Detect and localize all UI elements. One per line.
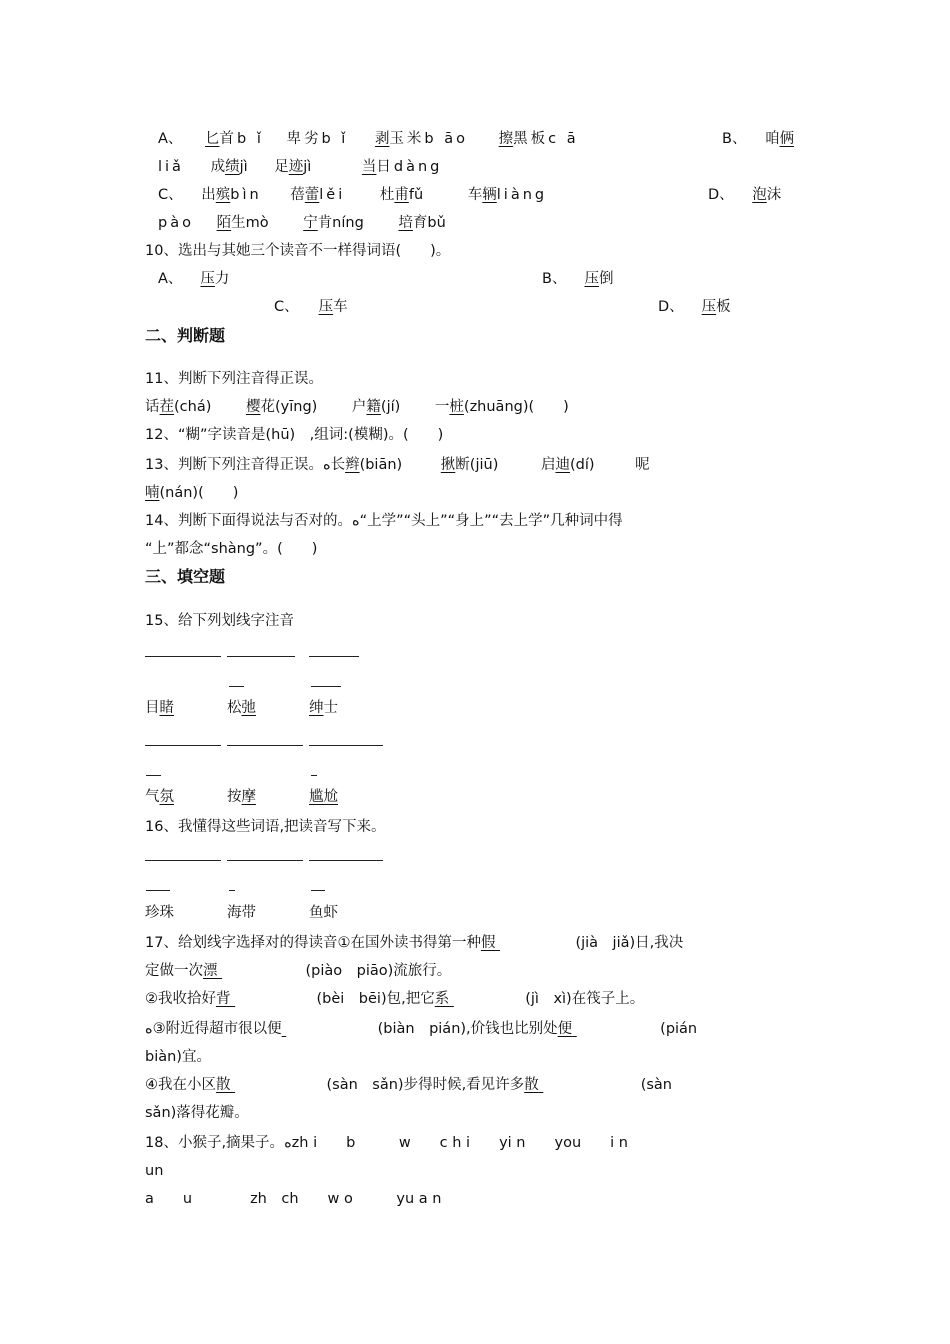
q18-line1: 18、小猴子,摘果子。ﻩzh i b w c h i yi n you i n [145, 1135, 628, 1151]
option-a-item3: 玉米b āo [389, 131, 469, 147]
option-d-item2: 生mò [231, 215, 269, 231]
q10-stem: 10、选出与其她三个读音不一样得词语( )。 [145, 243, 451, 259]
q10-option-c [274, 298, 348, 316]
q16-word3: 鱼虾 [309, 905, 338, 921]
option-a-underlined-char: 匕 [205, 131, 220, 147]
q15-stem: 15、给下列划线字注音 [145, 613, 294, 629]
q15-word6 [309, 788, 338, 806]
option-c-underlined-char: 辆 [482, 187, 497, 203]
q15-word3-post: 士 [323, 700, 338, 716]
option-c-item2: 蓓 [290, 187, 305, 203]
answer-blank[interactable] [539, 1076, 633, 1094]
q13-item1-underlined: 辫 [345, 457, 360, 473]
q14-line1: 14、判断下面得说法与否对的。ﻩ“上学”“头上”“身上”“去上学”几种词中得 [145, 513, 623, 529]
q15-word2-pre: 松 [227, 700, 242, 716]
q17-line6 [145, 1076, 672, 1094]
q11-item4-pre: 一 [434, 399, 450, 415]
q17-underlined-char: 散 [216, 1077, 231, 1093]
q11-item4-underlined: 桩 [449, 399, 464, 415]
q9-line1 [158, 130, 579, 148]
q18-line2: un [145, 1163, 164, 1179]
q11-item3-underlined: 籍 [366, 399, 381, 415]
option-d-reading1: pào [158, 215, 194, 231]
option-b-reading3: jì [303, 159, 312, 175]
option-c-reading3: fǔ [408, 187, 424, 203]
q11-item2-reading: 花(yīng) [260, 399, 318, 415]
q11-item2-underlined: 樱 [245, 399, 261, 415]
option-b-item4: 日dàng [376, 159, 443, 175]
option-c-reading1: bìn [230, 187, 262, 203]
q13-item4-underlined: 喃 [145, 485, 160, 501]
q17-text: ②我收拾好 [145, 991, 216, 1007]
q13-item2-reading: 断(jiū) [455, 457, 499, 473]
q17-text: 定做一次 [145, 963, 203, 979]
q13-item4-reading: (nán)( ) [159, 485, 239, 501]
option-c-underlined-char: 蕾 [304, 187, 320, 203]
q16-word2: 海带 [227, 905, 256, 921]
answer-blank-tail [311, 775, 317, 776]
q17-underlined-char: 漂 [203, 963, 218, 979]
q17-line1 [145, 934, 683, 952]
option-b-item2: 成 [210, 159, 226, 175]
q15-word3 [309, 699, 338, 717]
option-b-reading1: liǎ [158, 159, 184, 175]
option-a-underlined-char: 剥 [374, 131, 390, 147]
q9-line3 [158, 186, 547, 204]
option-c-label: C、 [274, 299, 299, 315]
answer-blank[interactable] [231, 990, 317, 1008]
option-d-item1: 沫 [766, 187, 782, 203]
q13-item1-reading: (biān) [359, 457, 403, 473]
option-a-rest: 力 [214, 271, 230, 287]
q15-word6-underlined: 尴尬 [309, 789, 338, 805]
answer-blank[interactable] [227, 860, 303, 861]
q13-item3-pre: 启 [540, 457, 556, 473]
answer-blank[interactable] [227, 656, 295, 657]
q15-word2 [227, 699, 256, 717]
answer-blank[interactable] [309, 656, 359, 657]
option-c-underlined-char: 殡 [215, 187, 231, 203]
option-c-item3: 杜 [379, 187, 395, 203]
option-d-underlined-char: 压 [701, 299, 717, 315]
q9-line4 [158, 214, 446, 232]
option-a-item2: 卑劣b ǐ [286, 131, 349, 147]
q15-word4-pre: 气 [145, 789, 160, 805]
answer-blank[interactable] [145, 745, 221, 746]
q17-line4 [145, 1020, 697, 1038]
q16-word1: 珍珠 [145, 905, 174, 921]
option-a-underlined-char: 擦 [498, 131, 514, 147]
option-b-underlined-char: 俩 [779, 131, 795, 147]
option-d-label: D、 [708, 187, 734, 203]
q11-item1-reading: (chá) [174, 399, 212, 415]
q17-underlined-char: 背 [216, 991, 231, 1007]
q17-line2 [145, 962, 451, 980]
q11-item3-reading: (jí) [380, 399, 401, 415]
section-heading-judgement: 二、判断题 [145, 326, 226, 345]
q9-line2 [158, 158, 442, 176]
q17-text: 17、给划线字选择对的得读音①在国外读书得第一种 [145, 935, 481, 951]
q13-line1 [145, 456, 650, 474]
q15-word1 [145, 699, 174, 717]
option-d-label: D、 [658, 299, 684, 315]
q13-item2-underlined: 揪 [440, 457, 456, 473]
q17-underlined-char: 便 [557, 1021, 573, 1037]
option-b-underlined-char: 当 [361, 159, 377, 175]
answer-blank[interactable] [572, 1020, 652, 1038]
q13-line2 [145, 484, 238, 502]
option-c-rest: 车 [333, 299, 348, 315]
q17-underlined-char: 系 [434, 991, 450, 1007]
q9-line3-d [708, 186, 781, 204]
q11-item4-reading: (zhuāng)( ) [463, 399, 569, 415]
option-a-underlined-char: 压 [200, 271, 215, 287]
q10-option-d [658, 298, 731, 316]
option-d-item4: 育bǔ [412, 215, 446, 231]
q18-line3: a u zh ch w o yu a n [145, 1191, 442, 1207]
q10-option-b [542, 270, 613, 288]
q12-text: 12、“糊”字读音是(hū) ,组词:(模糊)。( ) [145, 427, 444, 443]
section-heading-fill-blank: 三、填空题 [145, 567, 226, 586]
q11-item1-underlined: 茬 [159, 399, 174, 415]
q15-word4 [145, 788, 174, 806]
answer-blank-tail [146, 775, 161, 776]
option-a-item4: 黑板c ā [513, 131, 579, 147]
option-d-rest: 板 [716, 299, 731, 315]
q17-text: ﻩ③附近得超市很以便 [145, 1021, 282, 1037]
q13-item3-reading: (dí) [569, 457, 595, 473]
option-d-underlined-char: 宁 [303, 215, 318, 231]
answer-blank[interactable] [449, 990, 515, 1008]
q17-text: (sàn sǎn)步得时候,看见许多 [326, 1077, 525, 1093]
answer-blank[interactable] [231, 1076, 317, 1094]
q17-line7: sǎn)落得花瓣。 [145, 1105, 249, 1121]
q17-text: ④我在小区 [145, 1077, 216, 1093]
q17-underlined-char: 假 [480, 935, 496, 951]
answer-blank[interactable] [145, 656, 221, 657]
option-d-underlined-char: 泡 [752, 187, 767, 203]
q16-stem: 16、我懂得这些词语,把读音写下来。 [145, 819, 386, 835]
q13-item4-pre: 呢 [635, 457, 650, 473]
q14-line2: “上”都念“shàng”。( ) [145, 541, 318, 557]
option-c-reading4: liàng [496, 187, 548, 203]
option-b-rest: 倒 [598, 271, 614, 287]
option-b-underlined-char: 绩 [225, 159, 240, 175]
q11-item1-pre: 话 [145, 399, 160, 415]
answer-blank-tail [146, 890, 170, 891]
option-b-label: B、 [722, 131, 747, 147]
q15-word5 [227, 788, 256, 806]
option-c-label: C、 [158, 187, 183, 203]
option-c-underlined-char: 压 [318, 299, 334, 315]
answer-blank-tail [229, 890, 235, 891]
q15-word5-pre: 按 [227, 789, 242, 805]
q13-stem: 13、判断下列注音得正误。ﻩ长 [145, 457, 346, 473]
option-a-label: A、 [158, 271, 183, 287]
option-c-underlined-char: 甫 [394, 187, 409, 203]
option-b-reading2: jì [239, 159, 248, 175]
q10-option-a [158, 270, 229, 288]
q15-word2-underlined: 弛 [241, 700, 256, 716]
q17-text: (bèi bēi)包,把它 [316, 991, 435, 1007]
q15-word5-underlined: 摩 [241, 789, 256, 805]
q17-text: (jià jiǎ)日,我决 [575, 935, 684, 951]
answer-blank[interactable] [309, 745, 383, 746]
q11-item3-pre: 户 [351, 399, 367, 415]
q13-item3-underlined: 迪 [555, 457, 570, 473]
answer-blank[interactable] [282, 1020, 378, 1038]
option-b-item1: 咱 [765, 131, 780, 147]
answer-blank[interactable] [495, 934, 575, 952]
q17-text: (sàn [640, 1077, 672, 1093]
answer-blank[interactable] [218, 962, 296, 980]
q17-line5: biàn)宜。 [145, 1049, 211, 1065]
option-b-underlined-char: 压 [584, 271, 599, 287]
option-c-reading2: lěi [319, 187, 346, 203]
q15-word3-underlined: 绅 [309, 700, 324, 716]
q17-line3 [145, 990, 644, 1008]
q15-word1-pre: 目 [145, 700, 160, 716]
q17-text: (pián [660, 1021, 698, 1037]
answer-blank-tail [311, 686, 341, 687]
q15-word4-underlined: 氛 [159, 789, 174, 805]
option-b-underlined-char: 迹 [288, 159, 304, 175]
q15-word1-underlined: 睹 [159, 700, 174, 716]
answer-blank-tail [229, 686, 244, 687]
q11-stem: 11、判断下列注音得正误。 [145, 371, 323, 387]
answer-blank[interactable] [227, 745, 303, 746]
option-d-item3: 肯níng [317, 215, 364, 231]
option-a-label: A、 [158, 131, 183, 147]
option-b-label: B、 [542, 271, 567, 287]
q17-text: (jì xì)在筏子上。 [525, 991, 645, 1007]
option-a-item1: 首b ǐ [219, 131, 264, 147]
q17-text: (biàn pián),价钱也比别处 [377, 1021, 558, 1037]
answer-blank[interactable] [309, 860, 383, 861]
q17-underlined-char: 散 [524, 1077, 539, 1093]
option-d-underlined-char: 培 [398, 215, 413, 231]
q9-line1-b [722, 130, 794, 148]
option-d-underlined-char: 陌 [216, 215, 232, 231]
option-c-item1: 出 [201, 187, 216, 203]
option-b-item3: 足 [274, 159, 289, 175]
answer-blank[interactable] [145, 860, 221, 861]
option-c-item4: 车 [467, 187, 483, 203]
answer-blank-tail [311, 890, 325, 891]
q17-text: (piào piāo)流旅行。 [305, 963, 452, 979]
q11-items [145, 398, 569, 416]
